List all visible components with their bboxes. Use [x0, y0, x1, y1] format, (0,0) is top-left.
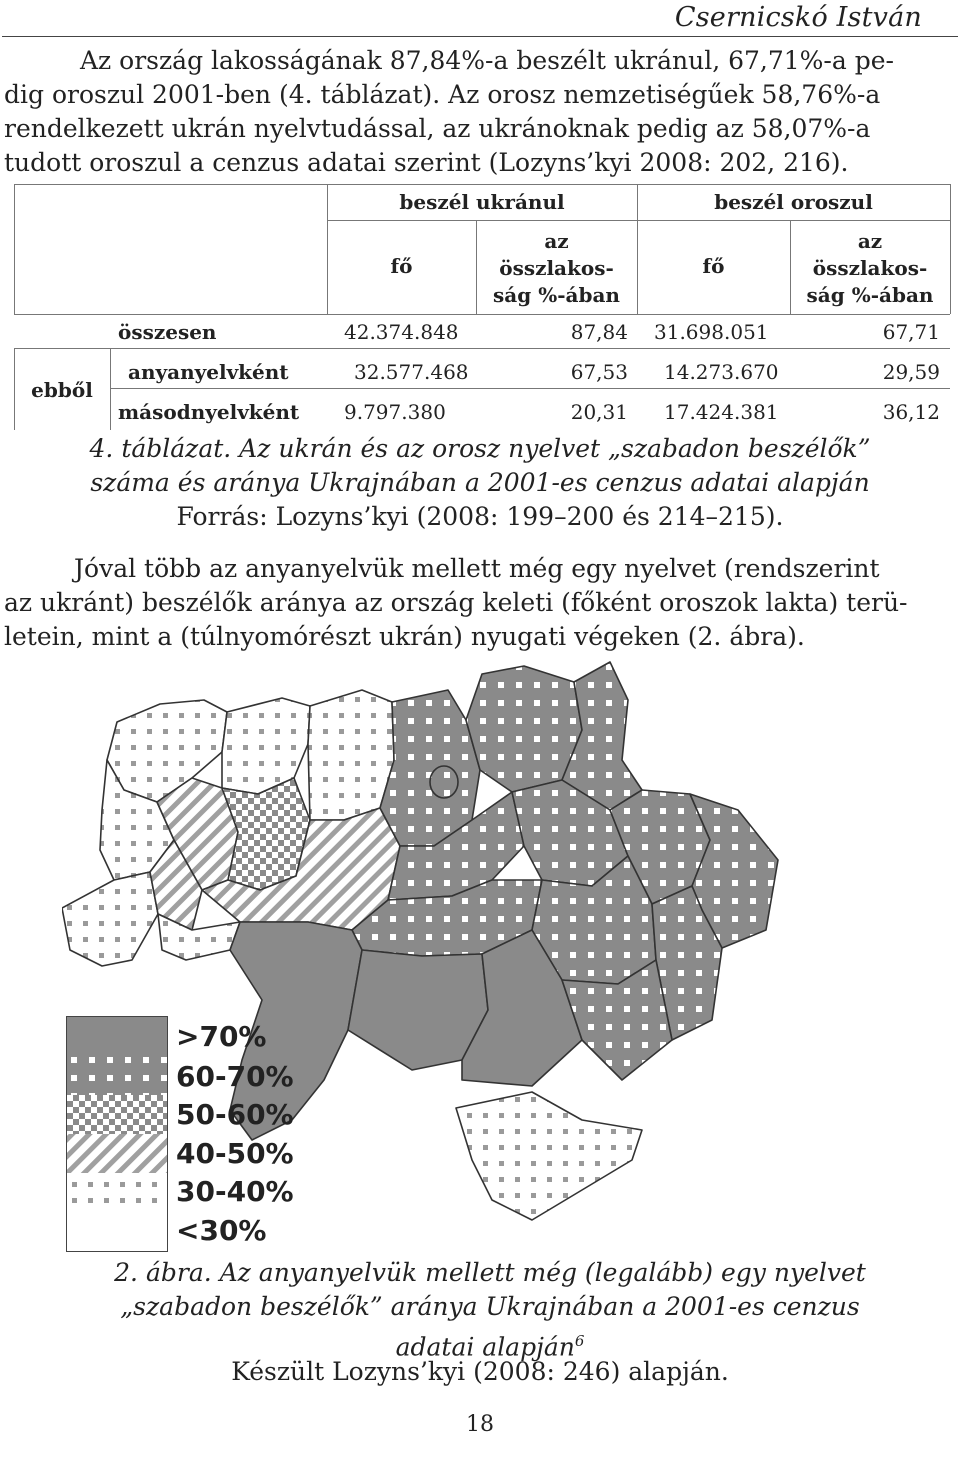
- row-group-label: ebből: [31, 378, 93, 402]
- legend-label: 50-60%: [176, 1098, 294, 1131]
- cell-value: 67,71: [882, 320, 940, 344]
- page-number: 18: [466, 1412, 494, 1437]
- cell-value: 42.374.848: [344, 320, 459, 344]
- figure-caption-line: 2. ábra. Az anyanyelvük mellett még (legalább) egy nyelvet: [114, 1258, 866, 1287]
- cell-value: 20,31: [570, 400, 628, 424]
- legend-label: 40-50%: [176, 1137, 294, 1170]
- region-kyiv-city: [430, 766, 458, 798]
- cell-value: 67,53: [570, 360, 628, 384]
- map-legend: [66, 1016, 168, 1252]
- subheader-persons: fő: [702, 254, 725, 278]
- subheader-persons: fő: [390, 254, 413, 278]
- cell-value: 87,84: [570, 320, 628, 344]
- legend-label: 30-40%: [176, 1175, 294, 1208]
- cell-value: 32.577.468: [354, 360, 469, 384]
- figure-source: Készült Lozyns’kyi (2008: 246) alapján.: [231, 1357, 729, 1386]
- table-caption-source: Forrás: Lozyns’kyi (2008: 199–200 és 214–215).: [176, 502, 784, 531]
- legend-label: >70%: [176, 1020, 267, 1053]
- paragraph-1-line: dig oroszul 2001-ben (4. táblázat). Az orosz nemzetiségűek 58,76%-a: [4, 80, 881, 109]
- paragraph-1-line: tudott oroszul a cenzus adatai szerint (Lozyns’kyi 2008: 202, 216).: [4, 148, 849, 177]
- paragraph-2-line: az ukránt) beszélők aránya az ország keleti (főként oroszok lakta) terü-: [4, 588, 908, 617]
- legend-swatch-gt70: [67, 1017, 167, 1056]
- row-label-native: anyanyelvként: [128, 360, 289, 384]
- cell-value: 29,59: [882, 360, 940, 384]
- subheader-percent-line: ság %-ában: [806, 283, 934, 307]
- cell-value: 14.273.670: [664, 360, 779, 384]
- figure-caption: [60, 1256, 920, 1364]
- legend-swatch-lt30: [67, 1212, 167, 1251]
- table-caption-line: száma és aránya Ukrajnában a 2001-es cenzus adatai alapján: [90, 468, 870, 497]
- legend-swatch-50-60: [67, 1095, 167, 1134]
- row-label-total: összesen: [118, 320, 217, 344]
- header-rule: [2, 36, 958, 37]
- paragraph-2-line: Jóval több az anyanyelvük mellett még egy nyelvet (rendszerint: [74, 554, 880, 583]
- subheader-percent-line: összlakos-: [812, 256, 928, 280]
- subheader-percent: [790, 228, 950, 309]
- region-crimea: [456, 1092, 642, 1220]
- header-speaks-ukrainian: beszél ukránul: [399, 190, 565, 214]
- region-chernivtsi: [158, 914, 240, 960]
- region-kyiv: [380, 690, 480, 846]
- cell-value: 9.797.380: [344, 400, 446, 424]
- paragraph-1-line: rendelkezett ukrán nyelvtudással, az ukránoknak pedig az 58,07%-a: [4, 114, 871, 143]
- paragraph-1: [4, 44, 952, 180]
- legend-swatch-30-40: [67, 1173, 167, 1212]
- cell-value: 36,12: [882, 400, 940, 424]
- language-table: [14, 184, 950, 430]
- legend-swatch-40-50: [67, 1134, 167, 1173]
- subheader-percent-line: összlakos-: [499, 256, 614, 280]
- row-label-second: másodnyelvként: [118, 400, 300, 424]
- ukraine-map: [62, 660, 960, 1260]
- legend-label: 60-70%: [176, 1060, 294, 1093]
- subheader-percent-line: az: [857, 229, 883, 253]
- legend-swatch-60-70: [67, 1056, 167, 1095]
- legend-swatches: [67, 1017, 167, 1251]
- table-caption-line: 4. táblázat. Az ukrán és az orosz nyelvet „szabadon beszélők”: [89, 434, 871, 463]
- paragraph-2-line: letein, mint a (túlnyomórészt ukrán) nyugati végeken (2. ábra).: [4, 622, 805, 651]
- figure-caption-line: „szabadon beszélők” aránya Ukrajnában a 2001-es cenzus: [120, 1292, 860, 1321]
- footnote-mark: 6: [574, 1332, 585, 1350]
- cell-value: 17.424.381: [664, 400, 779, 424]
- region-rivne: [222, 698, 310, 794]
- header-speaks-russian: beszél oroszul: [714, 190, 873, 214]
- subheader-percent-line: az: [544, 229, 569, 253]
- cell-value: 31.698.051: [654, 320, 769, 344]
- running-head-author: Csernicskó István: [674, 2, 922, 33]
- subheader-percent: [476, 228, 637, 309]
- region-zakarpattia: [62, 872, 158, 966]
- legend-label: <30%: [176, 1214, 267, 1247]
- table-caption: [0, 432, 960, 534]
- region-zhytomyr: [308, 690, 394, 820]
- subheader-percent-line: ság %-ában: [493, 283, 620, 307]
- paragraph-2: [4, 552, 952, 654]
- figure-caption-line: adatai alapján: [395, 1332, 575, 1362]
- paragraph-1-line: Az ország lakosságának 87,84%-a beszélt ukránul, 67,71%-a pe-: [80, 46, 894, 75]
